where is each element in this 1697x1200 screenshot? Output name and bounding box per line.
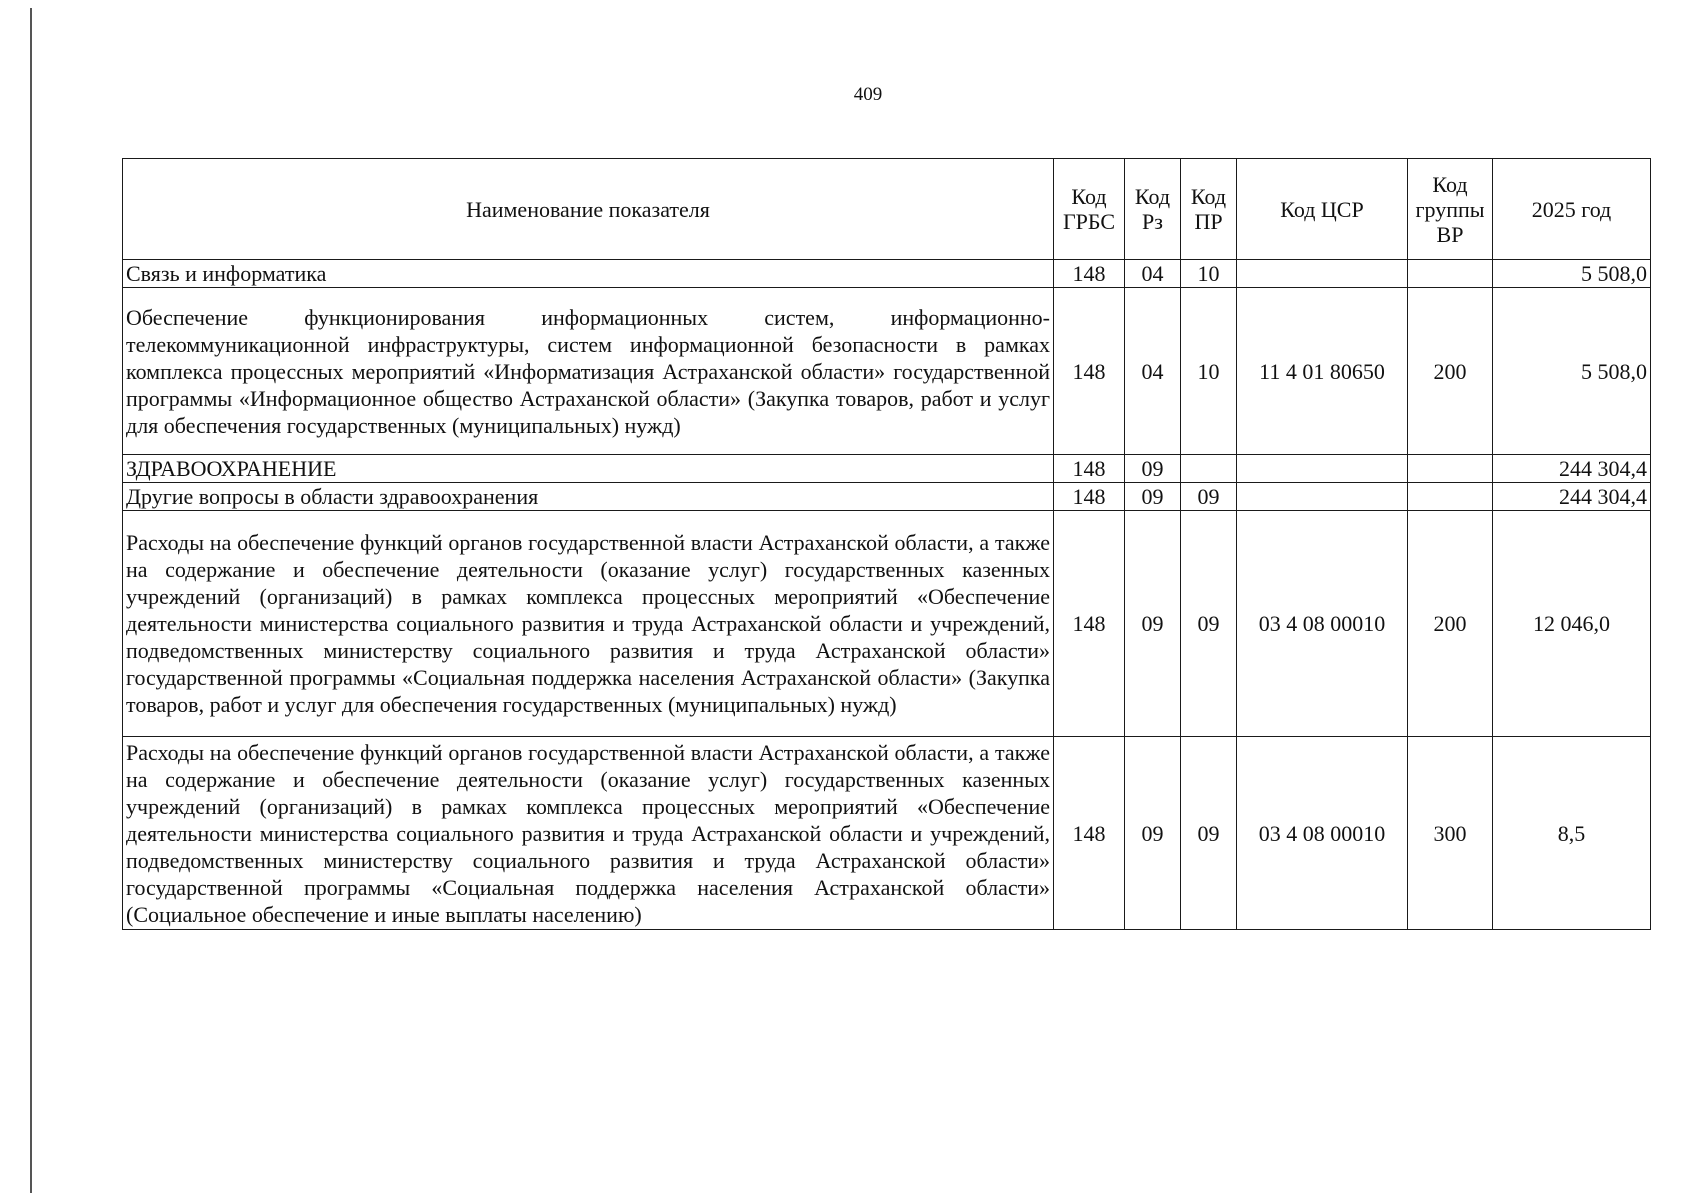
row-pr: 09: [1181, 483, 1237, 511]
row-pr: 09: [1181, 737, 1237, 930]
row-pr: 09: [1181, 511, 1237, 737]
table-row: [123, 455, 1651, 483]
row-amount: 8,5: [1493, 737, 1651, 930]
table-row: [123, 483, 1651, 511]
row-csr: [1237, 455, 1408, 483]
row-pr: [1181, 455, 1237, 483]
table-row: [123, 511, 1651, 737]
row-rz: 09: [1125, 483, 1181, 511]
row-csr: 03 4 08 00010: [1237, 737, 1408, 930]
row-grbs: 148: [1054, 288, 1125, 455]
page-binding-line: [30, 8, 32, 1193]
row-rz: 09: [1125, 737, 1181, 930]
row-amount: 12 046,0: [1493, 511, 1651, 737]
row-grbs: 148: [1054, 737, 1125, 930]
row-vr: [1408, 260, 1493, 288]
row-vr: [1408, 483, 1493, 511]
row-name: Обеспечение функционирования информационных систем, информационно-телекоммуникационной инфраструктуры, систем информационной безопасности в рамках комплекса процессных мероприятий «Информатизация Астраханской области» государственной программы «Информационное общество Астраханской области» (Закупка товаров, работ и услуг для обеспечения государственных (муниципальных) нужд): [123, 288, 1054, 455]
row-rz: 09: [1125, 511, 1181, 737]
row-name: Расходы на обеспечение функций органов государственной власти Астраханской области, а также на содержание и обеспечение деятельности (оказание услуг) государственных казенных учреждений (организаций) в рамках комплекса процессных мероприятий «Обеспечение деятельности министерства социального развития и труда Астраханской области и учреждений, подведомственных министерству социального развития и труда Астраханской области» государственной программы «Социальная поддержка населения Астраханской области» (Закупка товаров, работ и услуг для обеспечения государственных (муниципальных) нужд): [123, 511, 1054, 737]
row-amount: 244 304,4: [1493, 455, 1651, 483]
row-grbs: 148: [1054, 511, 1125, 737]
header-pr: Код ПР: [1181, 159, 1237, 260]
row-csr: [1237, 483, 1408, 511]
row-pr: 10: [1181, 288, 1237, 455]
header-rz: Код Рз: [1125, 159, 1181, 260]
header-csr: Код ЦСР: [1237, 159, 1408, 260]
row-amount: 5 508,0: [1493, 288, 1651, 455]
page-number: 409: [853, 84, 883, 105]
row-name: Расходы на обеспечение функций органов государственной власти Астраханской области, а также на содержание и обеспечение деятельности (оказание услуг) государственных казенных учреждений (организаций) в рамках комплекса процессных мероприятий «Обеспечение деятельности министерства социального развития и труда Астраханской области и учреждений, подведомственных министерству социального развития и труда Астраханской области» государственной программы «Социальная поддержка населения Астраханской области» (Социальное обеспечение и иные выплаты населению): [123, 737, 1054, 930]
table-row: [123, 288, 1651, 455]
header-vr: Код группы ВР: [1408, 159, 1493, 260]
budget-table: [122, 158, 1651, 930]
row-name: Другие вопросы в области здравоохранения: [123, 483, 1054, 511]
row-grbs: 148: [1054, 260, 1125, 288]
row-rz: 04: [1125, 260, 1181, 288]
row-name: Связь и информатика: [123, 260, 1054, 288]
table-header-row: [123, 159, 1651, 260]
row-csr: 03 4 08 00010: [1237, 511, 1408, 737]
row-name: ЗДРАВООХРАНЕНИЕ: [123, 455, 1054, 483]
header-grbs: Код ГРБС: [1054, 159, 1125, 260]
row-csr: [1237, 260, 1408, 288]
row-vr: 300: [1408, 737, 1493, 930]
table-row: [123, 737, 1651, 930]
row-rz: 04: [1125, 288, 1181, 455]
row-vr: [1408, 455, 1493, 483]
row-grbs: 148: [1054, 483, 1125, 511]
header-year: 2025 год: [1493, 159, 1651, 260]
row-grbs: 148: [1054, 455, 1125, 483]
row-pr: 10: [1181, 260, 1237, 288]
header-name: Наименование показателя: [123, 159, 1054, 260]
row-csr: 11 4 01 80650: [1237, 288, 1408, 455]
row-vr: 200: [1408, 288, 1493, 455]
row-rz: 09: [1125, 455, 1181, 483]
row-amount: 244 304,4: [1493, 483, 1651, 511]
row-amount: 5 508,0: [1493, 260, 1651, 288]
row-vr: 200: [1408, 511, 1493, 737]
table-row: [123, 260, 1651, 288]
